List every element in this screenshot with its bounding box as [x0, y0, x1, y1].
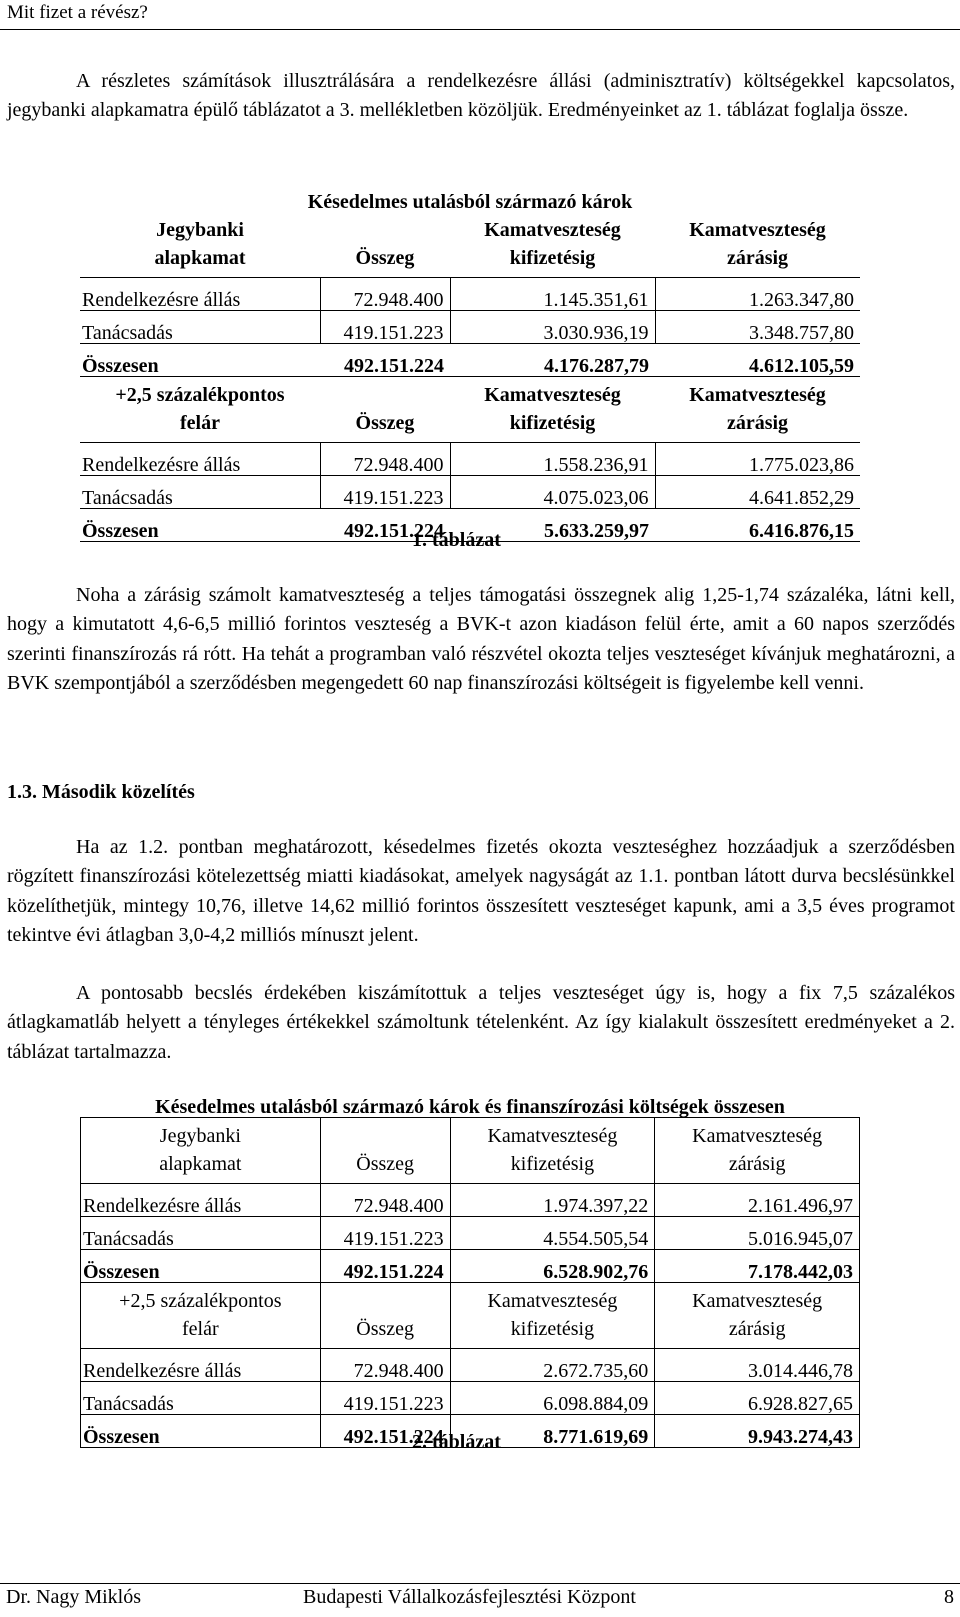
- cell-amount: 419.151.223: [320, 476, 450, 509]
- cell-loss-payment: 2.672.735,60: [450, 1349, 655, 1382]
- cell-loss-payment: 6.528.902,76: [450, 1250, 655, 1283]
- table-1-caption: 1. táblázat: [412, 529, 501, 551]
- section-heading: 1.3. Második közelítés: [7, 781, 195, 803]
- intro-paragraph: A részletes számítások illusztrálására a rendelkezésre állási (adminisztratív) költségekkel kapcsolatos, jegybanki alapkamatra épülő táblázatot a 3. mellékletben közöljük. Eredményeinket az 1. táblázat foglalja össze.: [7, 70, 955, 122]
- paragraph-3: Ha az 1.2. pontban meghatározott, késedelmes fizetés okozta veszteséghez hozzáadjuk a szerződésben rögzített finanszírozási kötelezettség miatti kiadásokat, amelyek nagyságát az 1.1. pontban látott durva becslésünkkel közelíthetjük, mintegy 10,76, illetve 14,62 millió forintos összesített veszteséget kapunk, ami a 3,5 éves programot tekintve évi átlagban 3,0-4,2 milliós mínuszt jelent.: [7, 836, 955, 946]
- cell-loss-payment: 1.145.351,61: [450, 278, 655, 311]
- cell-loss-closing: 3.348.757,80: [655, 311, 860, 344]
- table-row: [81, 1184, 860, 1217]
- cell-loss-payment: 5.633.259,97: [450, 509, 655, 542]
- header-cell: Összeg: [320, 377, 450, 443]
- table-row: [81, 1349, 860, 1382]
- page-number: 8: [944, 1586, 954, 1608]
- header-cell: Jegybanki alapkamat: [81, 1118, 321, 1184]
- table-row: [80, 278, 860, 311]
- header-cell: Kamatveszteség zárásig: [655, 212, 860, 278]
- header-cell: Összeg: [320, 1118, 450, 1184]
- table-row: [81, 1382, 860, 1415]
- cell-loss-closing: 9.943.274,43: [655, 1415, 860, 1448]
- header-cell: Kamatveszteség zárásig: [655, 377, 860, 443]
- cell-amount: 419.151.223: [320, 1217, 450, 1250]
- table-1-header-a: [80, 212, 860, 278]
- header-cell: Kamatveszteség kifizetésig: [450, 1118, 655, 1184]
- header-divider: [0, 29, 960, 30]
- header-cell: +2,5 százalékpontos felár: [80, 377, 320, 443]
- table-2-title: Késedelmes utalásból származó károk és finanszírozási költségek összesen: [81, 1089, 860, 1118]
- cell-loss-closing: 3.014.446,78: [655, 1349, 860, 1382]
- cell-amount: 419.151.223: [320, 1382, 450, 1415]
- footer-author: Dr. Nagy Miklós: [6, 1586, 141, 1608]
- cell-loss-closing: 2.161.496,97: [655, 1184, 860, 1217]
- cell-amount: 72.948.400: [320, 278, 450, 311]
- cell-loss-payment: 6.098.884,09: [450, 1382, 655, 1415]
- header-cell: Kamatveszteség zárásig: [655, 1118, 860, 1184]
- cell-loss-closing: 4.641.852,29: [655, 476, 860, 509]
- row-label: Tanácsadás: [81, 1382, 321, 1415]
- footer-organization: Budapesti Vállalkozásfejlesztési Központ: [303, 1586, 636, 1608]
- cell-loss-closing: 4.612.105,59: [655, 344, 860, 377]
- cell-amount: 492.151.224: [320, 509, 450, 542]
- cell-loss-payment: 1.558.236,91: [450, 443, 655, 476]
- cell-amount: 492.151.224: [320, 1250, 450, 1283]
- header-cell: Kamatveszteség kifizetésig: [450, 212, 655, 278]
- table-2: [80, 1089, 860, 1448]
- cell-loss-payment: 8.771.619,69: [450, 1415, 655, 1448]
- row-label: Rendelkezésre állás: [81, 1349, 321, 1382]
- cell-loss-closing: 6.416.876,15: [655, 509, 860, 542]
- row-label: Rendelkezésre állás: [80, 443, 320, 476]
- table-row-total: [80, 344, 860, 377]
- cell-loss-closing: 1.263.347,80: [655, 278, 860, 311]
- row-label: Összesen: [81, 1415, 321, 1448]
- row-label: Összesen: [80, 344, 320, 377]
- row-label: Összesen: [81, 1250, 321, 1283]
- table-2-caption: 2. táblázat: [412, 1431, 501, 1453]
- cell-loss-payment: 1.974.397,22: [450, 1184, 655, 1217]
- header-cell: Összeg: [320, 212, 450, 278]
- cell-loss-payment: 4.554.505,54: [450, 1217, 655, 1250]
- table-row: [81, 1217, 860, 1250]
- header-cell: Összeg: [320, 1283, 450, 1349]
- cell-amount: 72.948.400: [320, 1184, 450, 1217]
- cell-amount: 492.151.224: [320, 1415, 450, 1448]
- row-label: Rendelkezésre állás: [80, 278, 320, 311]
- footer-divider: [0, 1583, 960, 1584]
- table-2-header-a: [81, 1118, 860, 1184]
- row-label: Tanácsadás: [80, 476, 320, 509]
- cell-amount: 72.948.400: [320, 443, 450, 476]
- header-cell: Kamatveszteség zárásig: [655, 1283, 860, 1349]
- table-2-header-b: [81, 1283, 860, 1349]
- cell-loss-payment: 3.030.936,19: [450, 311, 655, 344]
- row-label: Összesen: [80, 509, 320, 542]
- row-label: Tanácsadás: [80, 311, 320, 344]
- cell-loss-payment: 4.075.023,06: [450, 476, 655, 509]
- cell-amount: 419.151.223: [320, 311, 450, 344]
- table-1-title: Késedelmes utalásból származó károk: [307, 191, 633, 213]
- cell-loss-closing: 6.928.827,65: [655, 1382, 860, 1415]
- table-1-header-b: [80, 377, 860, 443]
- cell-loss-closing: 1.775.023,86: [655, 443, 860, 476]
- row-label: Tanácsadás: [81, 1217, 321, 1250]
- cell-loss-closing: 7.178.442,03: [655, 1250, 860, 1283]
- cell-loss-payment: 4.176.287,79: [450, 344, 655, 377]
- header-cell: Kamatveszteség kifizetésig: [450, 377, 655, 443]
- table-row: [80, 311, 860, 344]
- paragraph-2: Noha a zárásig számolt kamatveszteség a teljes támogatási összegnek alig 1,25-1,74 százaléka, látni kell, hogy a kimutatott 4,6-6,5 millió forintos veszteség a BVK-t azon kiadáson felül érte, amit a 60 napos szerződés szerinti finanszírozás rá rótt. Ha tehát a programban való részvétel okozta teljes veszteséget kívánjuk meghatározni, a BVK szempontjából a szerződésben megengedett 60 nap finanszírozási költségeit is figyelembe kell venni.: [7, 584, 955, 694]
- row-label: Rendelkezésre állás: [81, 1184, 321, 1217]
- cell-loss-closing: 5.016.945,07: [655, 1217, 860, 1250]
- table-1: [80, 184, 860, 542]
- cell-amount: 72.948.400: [320, 1349, 450, 1382]
- table-row: [80, 443, 860, 476]
- paragraph-4: A pontosabb becslés érdekében kiszámítottuk a teljes veszteséget úgy is, hogy a fix 7,5 százalékos átlagkamatláb helyett a tényleges értékekkel számoltunk tételenként. Az így kialakult összesített eredményeket a 2. táblázat tartalmazza.: [7, 982, 955, 1063]
- header-cell: +2,5 százalékpontos felár: [81, 1283, 321, 1349]
- cell-amount: 492.151.224: [320, 344, 450, 377]
- page-header-title: Mit fizet a révész?: [7, 2, 148, 23]
- table-row-total: [81, 1250, 860, 1283]
- header-cell: Jegybanki alapkamat: [80, 212, 320, 278]
- table-row: [80, 476, 860, 509]
- header-cell: Kamatveszteség kifizetésig: [450, 1283, 655, 1349]
